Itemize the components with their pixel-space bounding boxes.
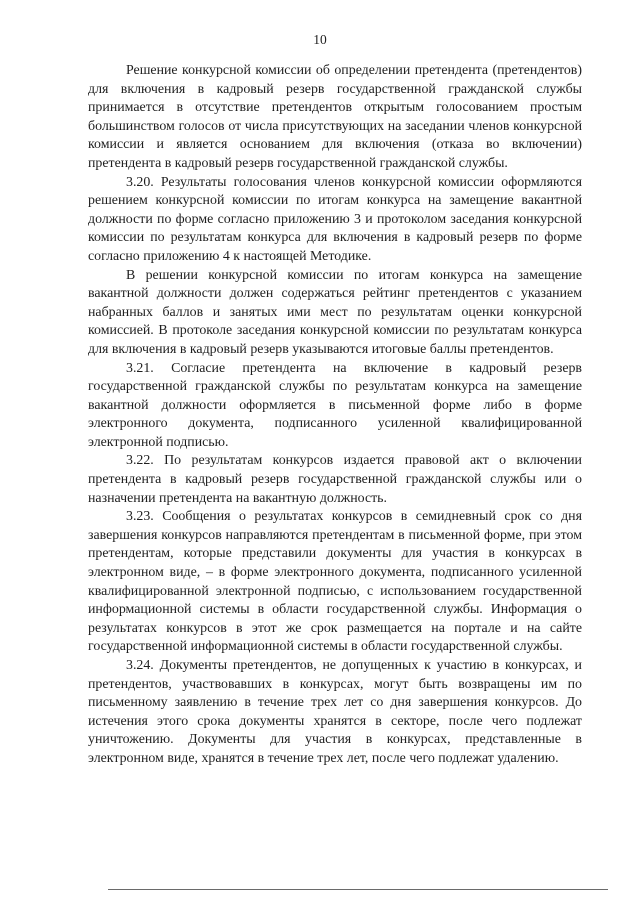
document-body (88, 62, 582, 769)
paragraph-3-20: 3.20. Результаты голосования членов конкурсной комиссии оформляются решением конкурсной комиссии по итогам конкурса на замещение вакантной должности по форме согласно приложению 3 и протоколом заседания конкурсной комиссии по результатам конкурса для включения в кадровый резерв по форме согласно приложению 4 к настоящей Методике. (88, 174, 582, 264)
paragraph-3-24: 3.24. Документы претендентов, не допущенных к участию в конкурсах, и претендентов, участвовавших в конкурсах, могут быть возвращены им по письменному заявлению в течение трех лет со дня завершения конкурсов. До истечения этого срока документы хранятся в секторе, после чего подлежат уничтожению. Документы для участия в конкурсах, представленные в электронном виде, хранятся в течение трех лет, после чего подлежат удалению. (88, 658, 582, 766)
page-number: 10 (313, 32, 327, 47)
bottom-rule (108, 889, 608, 890)
paragraph-rating: В решении конкурсной комиссии по итогам конкурса на замещение вакантной должности должен содержаться рейтинг претендентов с указанием набранных баллов и занятых ими мест по результатам оценки конкурсной комиссией. В протоколе заседания конкурсной комиссии по результатам конкурса для включения в кадровый резерв указываются итоговые баллы претендентов. (88, 267, 582, 357)
paragraph-3-23: 3.23. Сообщения о результатах конкурсов в семидневный срок со дня завершения конкурсов направляются претендентам в письменной форме, при этом претендентам, которые представили документы для участия в конкурсах в электронном виде, – в форме электронного документа, подписанного усиленной квалифицированной электронной подписью, с использованием государственной информационной системы в области государственной службы. Информация о результатах конкурсов в этот же срок размещается на портале и на сайте государственной информационной системы в области государственной службы. (88, 509, 582, 655)
paragraph-decision: Решение конкурсной комиссии об определении претендента (претендентов) для включения в кадровый резерв государственной гражданской службы принимается в отсутствие претендентов открытым голосованием простым большинством голосов от числа присутствующих на заседании членов конкурсной комиссии и является основанием для включения (отказа во включении) претендента в кадровый резерв государственной гражданской службы. (88, 63, 582, 171)
paragraph-3-21: 3.21. Согласие претендента на включение в кадровый резерв государственной гражданской службы по результатам конкурса на замещение вакантной должности оформляется в письменной форме либо в форме электронного документа, подписанного усиленной квалифицированной электронной подписью. (88, 360, 582, 450)
paragraph-3-22: 3.22. По результатам конкурсов издается правовой акт о включении претендента в кадровый резерв государственной гражданской службы или о назначении претендента на вакантную должность. (88, 453, 582, 506)
